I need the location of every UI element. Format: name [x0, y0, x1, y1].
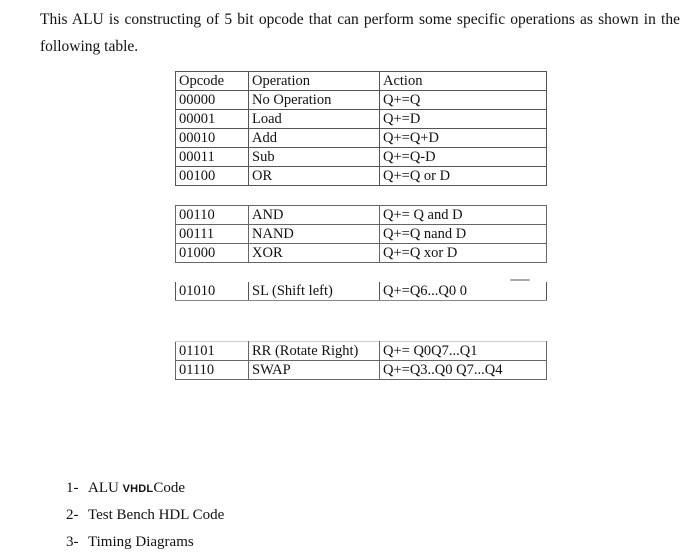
intro-paragraph: This ALU is constructing of 5 bit opcode that can perform some specific operations as shown in the following table.	[40, 11, 680, 55]
opcode-cell: 00111	[176, 225, 249, 244]
table-row	[176, 342, 547, 361]
opcode-cell: 00100	[176, 167, 249, 186]
opcode-cell: 00010	[176, 129, 249, 148]
table-row	[176, 282, 547, 301]
list-item	[66, 477, 224, 504]
action-cell: Q+=Q-D	[380, 148, 547, 167]
opcode-cell: 00110	[176, 206, 249, 225]
operation-cell: Load	[249, 110, 380, 129]
action-cell: Q+=Q xor D	[380, 244, 547, 263]
action-cell: Q+=Q nand D	[380, 225, 547, 244]
table-row	[176, 167, 547, 186]
list-item	[66, 504, 224, 531]
list-item	[66, 531, 224, 558]
operation-cell: RR (Rotate Right)	[249, 342, 380, 361]
opcode-table-block-1	[175, 71, 547, 186]
operation-cell: Add	[249, 129, 380, 148]
opcode-cell: 01110	[176, 361, 249, 380]
operation-cell: SWAP	[249, 361, 380, 380]
action-cell: Q+=Q	[380, 91, 547, 110]
header-opcode: Opcode	[176, 72, 249, 91]
task-text: ALU	[88, 480, 123, 496]
action-cell: Q+=D	[380, 110, 547, 129]
opcode-cell: 00011	[176, 148, 249, 167]
header-action: Action	[380, 72, 547, 91]
action-cell: Q+=Q+D	[380, 129, 547, 148]
action-cell: Q+=Q3..Q0 Q7...Q4	[380, 361, 547, 380]
scan-artifact-dash	[510, 279, 530, 281]
operation-cell: No Operation	[249, 91, 380, 110]
task-list	[66, 477, 224, 558]
table-row	[176, 244, 547, 263]
table-row	[176, 91, 547, 110]
action-cell: Q+= Q0Q7...Q1	[380, 342, 547, 361]
operation-cell: XOR	[249, 244, 380, 263]
opcode-table-block-3	[175, 282, 547, 301]
opcode-cell: 00000	[176, 91, 249, 110]
table-row	[176, 206, 547, 225]
operation-cell: NAND	[249, 225, 380, 244]
list-number: 3-	[66, 534, 79, 550]
opcode-cell: 01000	[176, 244, 249, 263]
action-cell: Q+= Q and D	[380, 206, 547, 225]
list-number: 2-	[66, 507, 79, 523]
table-header-row	[176, 72, 547, 91]
action-cell: Q+=Q or D	[380, 167, 547, 186]
table-row	[176, 110, 547, 129]
opcode-table-block-4	[175, 341, 547, 380]
operation-cell: AND	[249, 206, 380, 225]
task-vhdl-label: VHDL	[122, 483, 154, 495]
table-row	[176, 361, 547, 380]
opcode-cell: 01010	[176, 282, 249, 301]
operation-cell: Sub	[249, 148, 380, 167]
task-text: Timing Diagrams	[88, 534, 194, 550]
opcode-table-block-2	[175, 205, 547, 263]
table-row	[176, 225, 547, 244]
opcode-cell: 01101	[176, 342, 249, 361]
list-number: 1-	[66, 480, 79, 496]
opcode-cell: 00001	[176, 110, 249, 129]
task-text: Test Bench HDL Code	[88, 507, 225, 523]
operation-cell: OR	[249, 167, 380, 186]
operation-cell: SL (Shift left)	[249, 282, 380, 301]
header-operation: Operation	[249, 72, 380, 91]
action-cell: Q+=Q6...Q0 0	[380, 282, 547, 301]
table-row	[176, 148, 547, 167]
table-row	[176, 129, 547, 148]
task-text-suffix: Code	[153, 480, 185, 496]
